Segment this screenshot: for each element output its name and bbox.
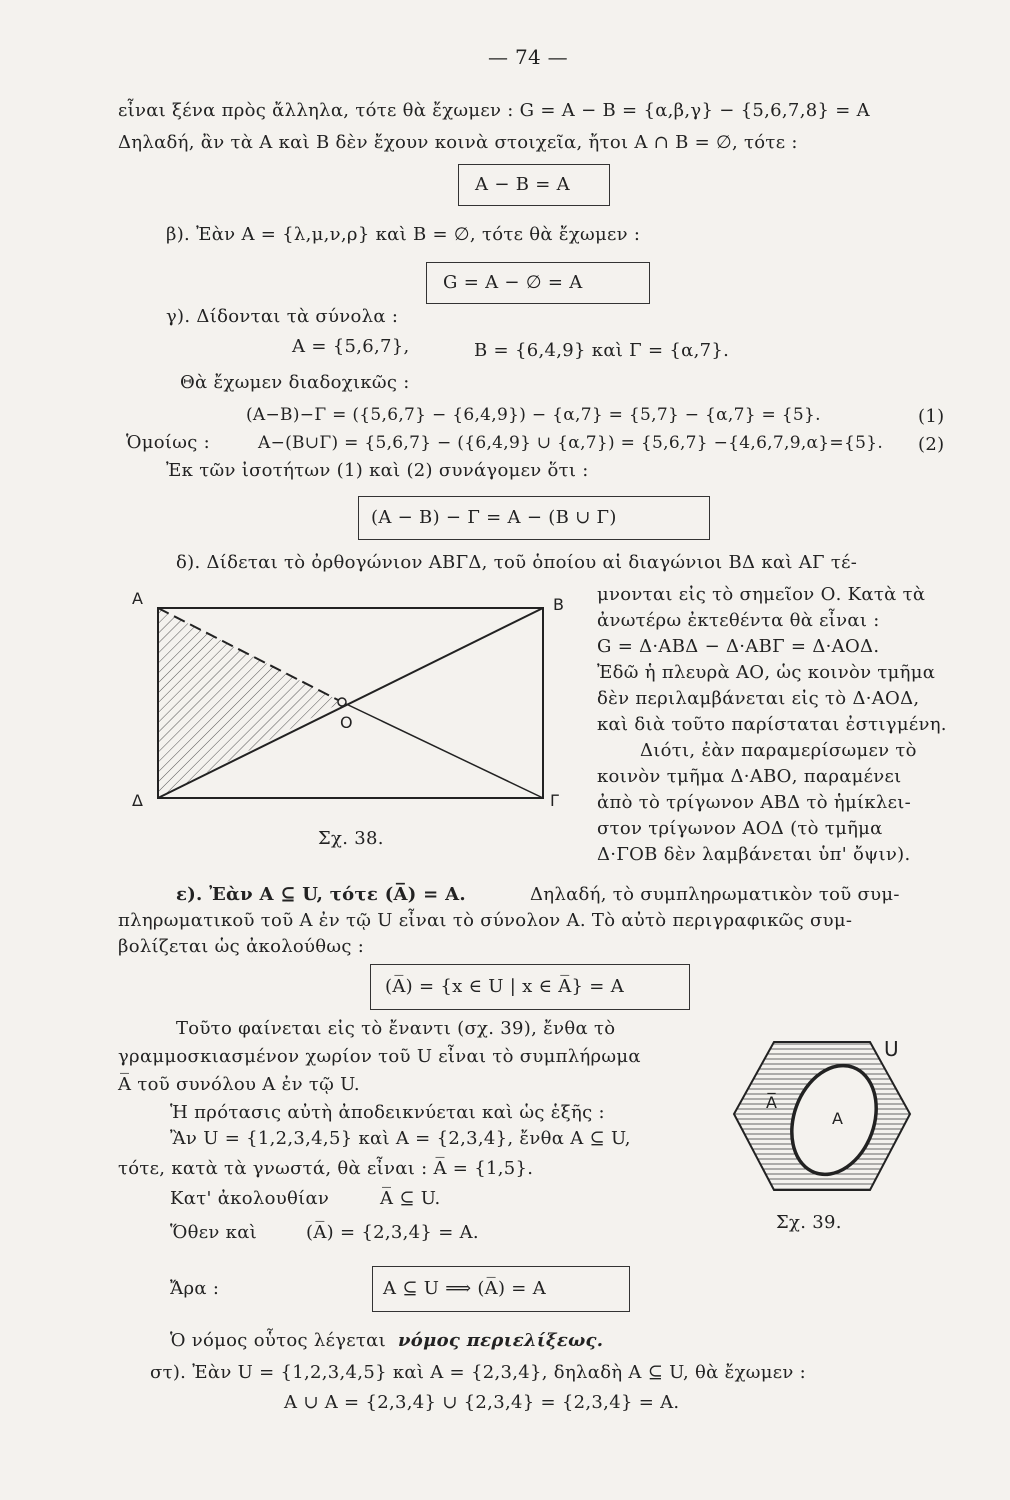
text-line: στον τρίγωνον ΑΟΔ (τὸ τμῆμα — [597, 818, 883, 839]
text-line: Ἐδῶ ἡ πλευρὰ ΑΟ, ὡς κοινὸν τμῆμα — [597, 662, 936, 683]
shaded-triangle-AOD — [158, 608, 342, 798]
diagonal-OG — [342, 702, 543, 798]
text-line: Τοῦτο φαίνεται εἰς τὸ ἔναντι (σχ. 39), ἔνθα τὸ — [176, 1018, 616, 1039]
text-line: Δ·ΓΟΒ δὲν λαμβάνεται ὑπ' ὄψιν). — [597, 844, 911, 865]
text-line: Ὅθεν καὶ — [170, 1222, 258, 1243]
text-line: Ἡ πρότασις αὐτὴ ἀποδεικνύεται καὶ ὡς ἑξῆς : — [170, 1102, 605, 1123]
law-name: νόμος περιελίξεως. — [398, 1330, 604, 1351]
label-B: B — [553, 595, 564, 614]
equation-number: (1) — [918, 406, 945, 427]
text-line: καὶ διὰ τοῦτο παρίσταται ἐστιγμένη. — [597, 714, 947, 735]
text-line: Κατ' ἀκολουθίαν — [170, 1188, 330, 1209]
text-line: Ἂν U = {1,2,3,4,5} καὶ A = {2,3,4}, ἔνθα A ⊆ U, — [170, 1128, 631, 1149]
boxed-formula: G = A − ∅ = A — [426, 262, 650, 304]
text-line: A ∪ A = {2,3,4} ∪ {2,3,4} = {2,3,4} = A. — [284, 1392, 680, 1413]
text-line: κοινὸν τμῆμα Δ·ΑΒΟ, παραμένει — [597, 766, 902, 787]
text-line: μνονται εἰς τὸ σημεῖον Ο. Κατὰ τὰ — [597, 584, 926, 605]
text-line: ἀπὸ τὸ τρίγωνον ΑΒΔ τὸ ἡμίκλει- — [597, 792, 911, 813]
equation: A−(B∪Γ) = {5,6,7} − ({6,4,9} ∪ {α,7}) = {5,6,7} −{4,6,7,9,α}={5}. — [258, 433, 884, 453]
text-line: Δηλαδή, ἂν τὰ A καὶ B δὲν ἔχουν κοινὰ στοιχεῖα, ἤτοι A ∩ B = ∅, τότε : — [118, 132, 798, 153]
point-O — [338, 698, 346, 706]
text-line: A = {5,6,7}, — [292, 336, 410, 357]
text-line: G = Δ·ΑΒΔ − Δ·ΑΒΓ = Δ·ΑΟΔ. — [597, 636, 880, 657]
equation-number: (2) — [918, 434, 945, 455]
section-heading: ε). Ἐὰν A ⊆ U, τότε (A̅) = A. — [176, 884, 466, 905]
label-U: U — [884, 1037, 899, 1061]
text-line: B = {6,4,9} καὶ Γ = {α,7}. — [474, 340, 730, 361]
text-line: βολίζεται ὡς ἀκολούθως : — [118, 936, 365, 957]
text-line: Διότι, ἐὰν παραμερίσωμεν τὸ — [640, 740, 917, 761]
figure-39-venn — [724, 1032, 914, 1202]
text-line: ἀνωτέρω ἐκτεθέντα θὰ εἶναι : — [597, 610, 880, 631]
text-line: (A̅) = {2,3,4} = A. — [306, 1222, 479, 1243]
label-O: O — [340, 713, 353, 732]
text-line: Ἄρα : — [170, 1278, 220, 1299]
boxed-formula: A − B = A — [458, 164, 610, 206]
text-line: δ). Δίδεται τὸ ὀρθογώνιον ΑΒΓΔ, τοῦ ὁποίου αἱ διαγώνιοι ΒΔ καὶ ΑΓ τέ- — [176, 552, 858, 573]
text-line: στ). Ἐὰν U = {1,2,3,4,5} καὶ A = {2,3,4}, δηλαδὴ A ⊆ U, θὰ ἔχωμεν : — [150, 1362, 807, 1383]
text-line: εἶναι ξένα πρὸς ἄλληλα, τότε θὰ ἔχωμεν : G = A − B = {α,β,γ} − {5,6,7,8} = A — [118, 100, 870, 121]
text-line: πληρωματικοῦ τοῦ A ἐν τῷ U εἶναι τὸ σύνολον A. Τὸ αὐτὸ περιγραφικῶς συμ- — [118, 910, 853, 931]
figure-38-rectangle — [128, 584, 578, 814]
boxed-formula: (A̅) = {x ∈ U | x ∈ A̅} = A — [370, 964, 690, 1010]
text-line: γραμμοσκιασμένον χωρίον τοῦ U εἶναι τὸ συμπλήρωμα — [118, 1046, 641, 1067]
text-line: Θὰ ἔχωμεν διαδοχικῶς : — [180, 372, 410, 393]
text-line: δὲν περιλαμβάνεται εἰς τὸ Δ·ΑΟΔ, — [597, 688, 920, 709]
text-line: A̅ τοῦ συνόλου A ἐν τῷ U. — [118, 1074, 360, 1095]
boxed-formula: (A − B) − Γ = A − (B ∪ Γ) — [358, 496, 710, 540]
equation: (A−B)−Γ = ({5,6,7} − {6,4,9}) − {α,7} = {5,7} − {α,7} = {5}. — [246, 405, 821, 425]
text-line: γ). Δίδονται τὰ σύνολα : — [166, 306, 399, 327]
label-G: Γ — [550, 791, 559, 810]
text-line: τότε, κατὰ τὰ γνωστά, θὰ εἶναι : A̅ = {1,5}. — [118, 1158, 534, 1179]
label-A: A — [832, 1109, 843, 1128]
figure-caption: Σχ. 39. — [776, 1212, 842, 1233]
text-line: Ἐκ τῶν ἰσοτήτων (1) καὶ (2) συνάγομεν ὅτι : — [166, 460, 589, 481]
text-line: Ὁ νόμος οὗτος λέγεται — [170, 1330, 386, 1351]
text-line: Δηλαδή, τὸ συμπληρωματικὸν τοῦ συμ- — [530, 884, 900, 905]
text-line: Ὁμοίως : — [126, 432, 211, 453]
label-D: Δ — [132, 791, 143, 810]
page-number: — 74 — — [488, 45, 568, 69]
text-line: β). Ἐὰν A = {λ,μ,ν,ρ} καὶ B = ∅, τότε θὰ ἔχωμεν : — [166, 224, 641, 245]
text-line: A̅ ⊆ U. — [380, 1188, 441, 1209]
boxed-formula: A ⊆ U ⟹ (A̅) = A — [372, 1266, 630, 1312]
label-A: A — [132, 589, 143, 608]
label-A-complement: A̅ — [766, 1093, 777, 1112]
figure-caption: Σχ. 38. — [318, 828, 384, 849]
